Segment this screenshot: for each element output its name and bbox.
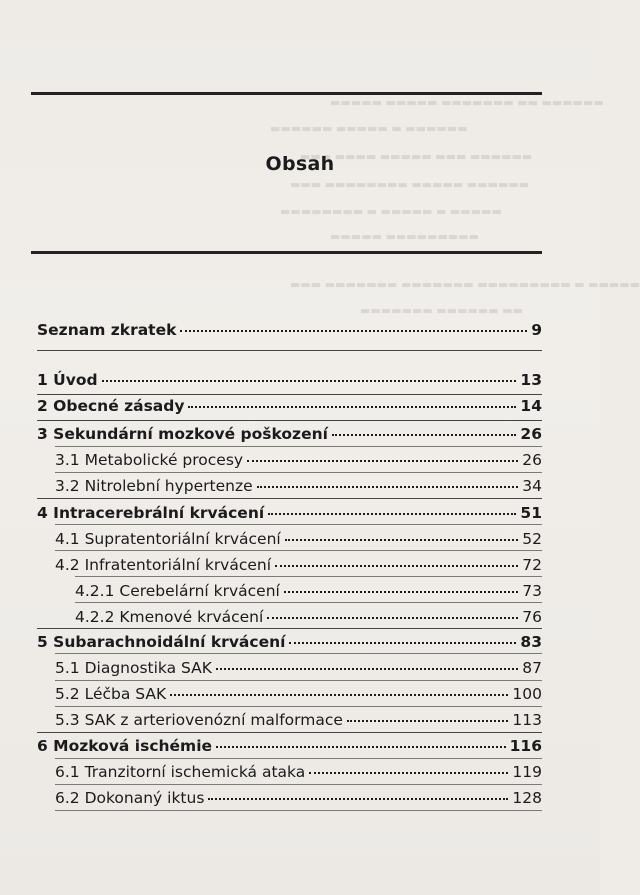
toc-entry-label: 4.2.1 Cerebelární krvácení (75, 582, 280, 600)
bleed-through: ▬▬▬▬▬▬ ▬▬▬▬▬ ▬▬▬▬▬▬▬▬ ▬▬▬ (290, 178, 530, 191)
toc-entry-label: Seznam zkratek (37, 321, 177, 339)
toc-entry-page: 14 (520, 397, 542, 415)
toc-entry-label: 4.2 Infratentoriální krvácení (55, 556, 272, 574)
toc-entry-page: 83 (520, 633, 542, 651)
toc-entry-page: 116 (509, 737, 542, 755)
dot-leader (309, 772, 508, 774)
toc-entry-label: 5.3 SAK z arteriovenózní malformace (55, 711, 343, 729)
toc-entry-section-3-2 (55, 476, 542, 496)
dot-leader (347, 720, 508, 722)
toc-entry-section-5-3 (55, 710, 542, 730)
page-title: Obsah (265, 153, 335, 175)
section-divider (55, 784, 542, 785)
bleed-through: ▬▬▬▬▬▬ ▬▬▬ ▬▬▬▬▬ ▬▬▬▬ ▬▬▬ (300, 150, 533, 163)
toc-entry-section-6-1 (55, 762, 542, 782)
toc-entry-page: 76 (522, 608, 542, 626)
section-divider (55, 758, 542, 759)
bleed-through: ▬▬▬▬▬ ▬ ▬▬▬▬▬ ▬ ▬▬▬▬▬▬▬▬ (280, 205, 502, 218)
section-divider (75, 602, 542, 603)
dot-leader (247, 460, 518, 462)
toc-entry-page: 26 (522, 451, 542, 469)
toc-entry-page: 73 (522, 582, 542, 600)
dot-leader (289, 642, 516, 644)
toc-entry-page: 100 (512, 685, 542, 703)
section-divider (55, 524, 542, 525)
toc-entry-label: 3.1 Metabolické procesy (55, 451, 244, 469)
toc-entry-section-4-2-2 (75, 607, 542, 627)
section-divider (37, 498, 542, 499)
bleed-through: ▬▬▬▬▬▬▬▬▬ ▬▬▬▬▬ (330, 230, 479, 243)
toc-entry-chapter-1 (37, 370, 542, 390)
section-divider (37, 394, 542, 395)
toc-entry-page: 13 (520, 371, 542, 389)
dot-leader (188, 406, 516, 408)
section-divider (37, 350, 542, 351)
toc-entry-page: 87 (522, 659, 542, 677)
toc-entry-abbreviations (37, 320, 542, 340)
toc-entry-section-5-1 (55, 658, 542, 678)
toc-entry-label: 4.1 Supratentoriální krvácení (55, 530, 281, 548)
toc-entry-label: 4.2.2 Kmenové krvácení (75, 608, 264, 626)
section-divider (37, 420, 542, 421)
toc-entry-page: 26 (520, 425, 542, 443)
toc-entry-section-4-2 (55, 555, 542, 575)
dot-leader (275, 565, 518, 567)
section-divider (55, 550, 542, 551)
bleed-through: ▬▬▬▬▬▬ ▬ ▬▬▬▬▬ ▬▬▬▬▬▬ (270, 122, 468, 135)
toc-entry-chapter-5 (37, 632, 542, 652)
toc-entry-section-3-1 (55, 450, 542, 470)
section-divider (55, 446, 542, 447)
toc-entry-label: 3.2 Nitrolební hypertenze (55, 477, 253, 495)
section-divider (55, 472, 542, 473)
toc-entry-section-5-2 (55, 684, 542, 704)
toc-entry-label: 5 Subarachnoidální krvácení (37, 633, 286, 651)
section-divider (55, 706, 542, 707)
section-divider (55, 810, 542, 811)
toc-entry-page: 34 (522, 477, 542, 495)
toc-entry-page: 128 (512, 789, 542, 807)
toc-entry-label: 4 Intracerebrální krvácení (37, 504, 265, 522)
toc-entry-label: 6.1 Tranzitorní ischemická ataka (55, 763, 306, 781)
dot-leader (284, 591, 518, 593)
toc-entry-page: 52 (522, 530, 542, 548)
toc-entry-page: 113 (512, 711, 542, 729)
toc-entry-label: 3 Sekundární mozkové poškození (37, 425, 328, 443)
toc-entry-section-4-1 (55, 529, 542, 549)
section-divider (75, 576, 542, 577)
bleed-through: ▬▬▬▬▬▬ ▬▬ ▬▬▬▬▬▬▬ ▬▬▬▬▬ ▬▬▬▬▬ (330, 96, 604, 109)
toc-entry-page: 119 (512, 763, 542, 781)
section-divider (37, 628, 542, 629)
dot-leader (216, 746, 506, 748)
section-divider (55, 653, 542, 654)
toc-entry-chapter-2 (37, 396, 542, 416)
section-divider (37, 732, 542, 733)
toc-entry-section-6-2 (55, 788, 542, 808)
toc-entry-chapter-4 (37, 503, 542, 523)
toc-entry-page: 72 (522, 556, 542, 574)
toc-entry-label: 2 Obecné zásady (37, 397, 185, 415)
toc-entry-label: 6 Mozková ischémie (37, 737, 213, 755)
toc-entry-chapter-3 (37, 424, 542, 444)
dot-leader (102, 380, 517, 382)
toc-entry-label: 5.1 Diagnostika SAK (55, 659, 212, 677)
toc-entry-page: 9 (531, 321, 542, 339)
dot-leader (257, 486, 519, 488)
toc-entry-label: 5.2 Léčba SAK (55, 685, 167, 703)
dot-leader (267, 617, 518, 619)
dot-leader (208, 798, 508, 800)
toc-entry-section-4-2-1 (75, 581, 542, 601)
dot-leader (332, 434, 516, 436)
bleed-through: ▬▬ ▬▬▬▬▬▬ ▬▬▬▬▬▬▬ (360, 304, 523, 317)
dot-leader (216, 668, 518, 670)
dot-leader (170, 694, 508, 696)
bleed-through: ▬▬▬▬▬ ▬ ▬▬▬▬▬▬▬▬▬ ▬▬▬▬▬▬▬ ▬▬▬▬▬▬▬ ▬▬▬ (290, 278, 640, 291)
dot-leader (268, 513, 516, 515)
toc-entry-page: 51 (520, 504, 542, 522)
toc-entry-label: 6.2 Dokonaný iktus (55, 789, 205, 807)
toc-entry-label: 1 Úvod (37, 371, 98, 389)
toc-entry-chapter-6 (37, 736, 542, 756)
section-divider (55, 680, 542, 681)
dot-leader (180, 330, 527, 332)
dot-leader (285, 539, 519, 541)
